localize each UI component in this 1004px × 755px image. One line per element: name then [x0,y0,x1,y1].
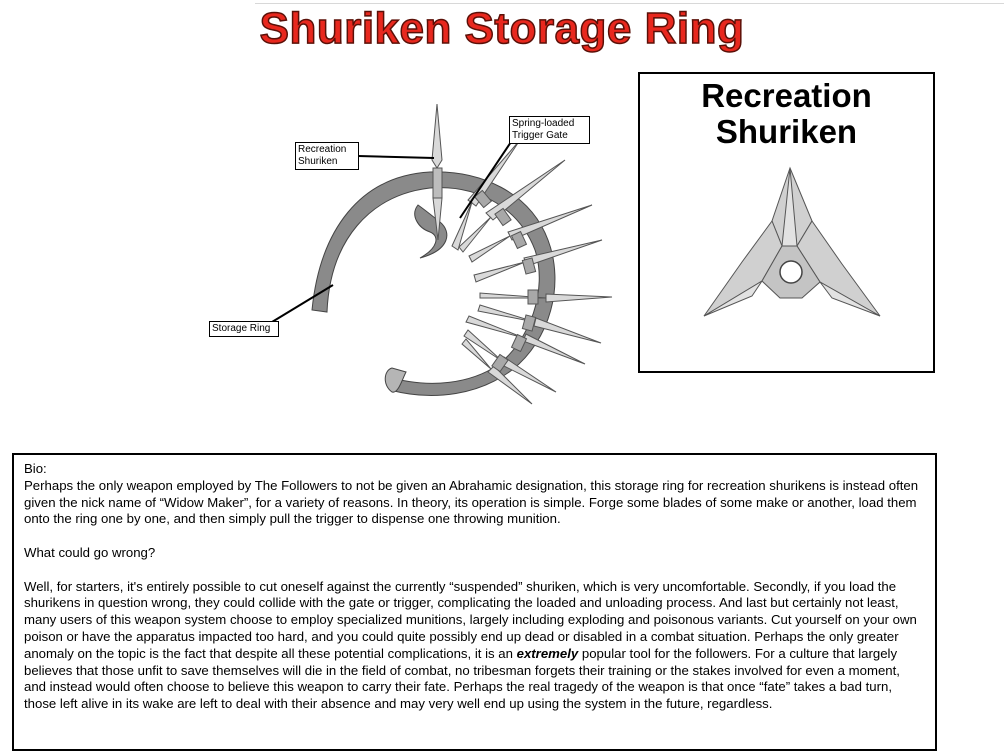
panel-title: Recreation Shuriken [701,77,872,150]
bio-paragraph-3 [24,579,925,713]
trigger-hook [415,205,447,258]
bio-heading: Bio: [24,461,47,476]
label-trigger-gate: Spring-loaded Trigger Gate [509,116,590,144]
shuriken-detail-panel [638,72,935,373]
leader-recreation [358,156,434,158]
bio-paragraph-1: Perhaps the only weapon employed by The Followers to not be given an Abrahamic designation, this storage ring for recreation shurikens is instead often given the nick name of “Widow Maker”, for a variety of reasons. In theory, its operation is simple. Forge some blades of some make or another, load them onto the ring one by one, and then simply pull the trigger to dispense one throwing munition. [24,477,919,527]
page-title: Shuriken Storage Ring [259,4,745,53]
bio-paragraph-3-start: Well, for starters, it's entirely possible to cut oneself against the currently “suspended” shuriken, which is very uncomfortable. Secondly, if you load the shurikens in question wrong, they could collide with the gate or trigger, complicating the loaded and unloading process. And last but certainly not least, many users of this weapon system choose to employ specialized munitions, largely including exploding and poisonous variants. Cut yourself on your own poison or have the apparatus impacted too hard, and you could quite possibly end up dead or disabled in a combat situation. Perhaps the only greater anomaly on the topic is the fact that despite all these potential complications, it is an [24,578,917,661]
label-storage-ring: Storage Ring [209,321,279,337]
bio-paragraph-2: What could go wrong? [24,544,156,560]
label-recreation-shuriken: Recreation Shuriken [295,142,359,170]
recreation-shuriken-icon [702,166,882,326]
bio-emphasis: extremely [516,645,579,661]
bio-box [12,453,937,751]
bio-paragraph-3-end: popular tool for the followers. For a culture that largely believes that those unfit to save themselves will die in the field of combat, no tribesman forgets their training or the stakes involved for even a moment, and instead would often choose to believe this weapon to carry their fate. Perhaps the real tragedy of the weapon is that once “fate” takes a bad turn, those left alive in its wake are left to deal with their absence and may very well end up using the system in the future, regardless. [24,645,900,712]
shuriken-center-hole [780,261,802,283]
